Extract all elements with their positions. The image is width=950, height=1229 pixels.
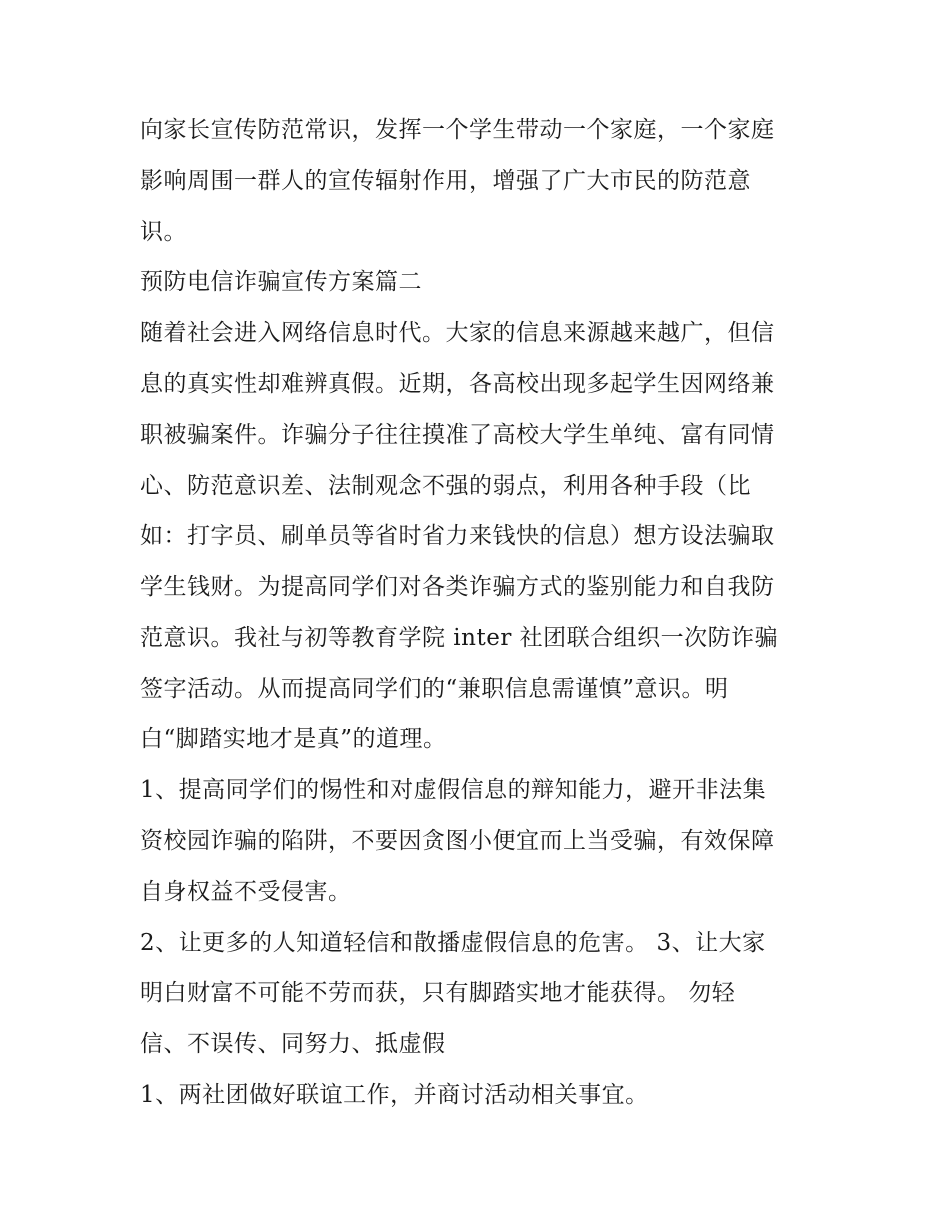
text-line: 明白财富不可能不劳而获，只有脚踏实地才能获得。 勿轻: [140, 980, 736, 1006]
text-line: 资校园诈骗的陷阱，不要因贪图小便宜而上当受骗，有效保障: [140, 828, 775, 854]
list-item: 1、提高同学们的惕性和对虚假信息的辩知能力，避开非法集: [140, 777, 767, 803]
text-line: 签字活动。从而提高同学们的“兼职信息需谨慎”意识。明: [140, 676, 729, 702]
text-line: 息的真实性却难辨真假。近期，各高校出现多起学生因网络兼: [140, 371, 775, 397]
list-item: 2、让更多的人知道轻信和散播虚假信息的危害。 3、让大家: [140, 930, 766, 956]
text-line: 影响周围一群人的宣传辐射作用，增强了广大市民的防范意: [140, 168, 751, 194]
text-line: 信、不误传、同努力、抵虚假: [140, 1031, 446, 1057]
text-line: 心、防范意识差、法制观念不强的弱点，利用各种手段（比: [140, 473, 751, 499]
text-line: 职被骗案件。诈骗分子往往摸准了高校大学生单纯、富有同情: [140, 422, 775, 448]
text-line: 白“脚踏实地才是真”的道理。: [140, 726, 447, 752]
text-line: 识。: [140, 219, 187, 245]
text-line: 向家长宣传防范常识，发挥一个学生带动一个家庭，一个家庭: [140, 117, 775, 143]
list-item: 1、两社团做好联谊工作，并商讨活动相关事宜。: [140, 1082, 649, 1108]
text-line: 学生钱财。为提高同学们对各类诈骗方式的鉴别能力和自我防: [140, 574, 775, 600]
text-line: 范意识。我社与初等教育学院 inter 社团联合组织一次防诈骗: [140, 625, 779, 651]
section-heading: 预防电信诈骗宣传方案篇二: [140, 269, 422, 295]
text-line: 随着社会进入网络信息时代。大家的信息来源越来越广，但信: [140, 320, 775, 346]
text-line: 如：打字员、刷单员等省时省力来钱快的信息）想方设法骗取: [140, 523, 775, 549]
text-line: 自身权益不受侵害。: [140, 879, 352, 905]
